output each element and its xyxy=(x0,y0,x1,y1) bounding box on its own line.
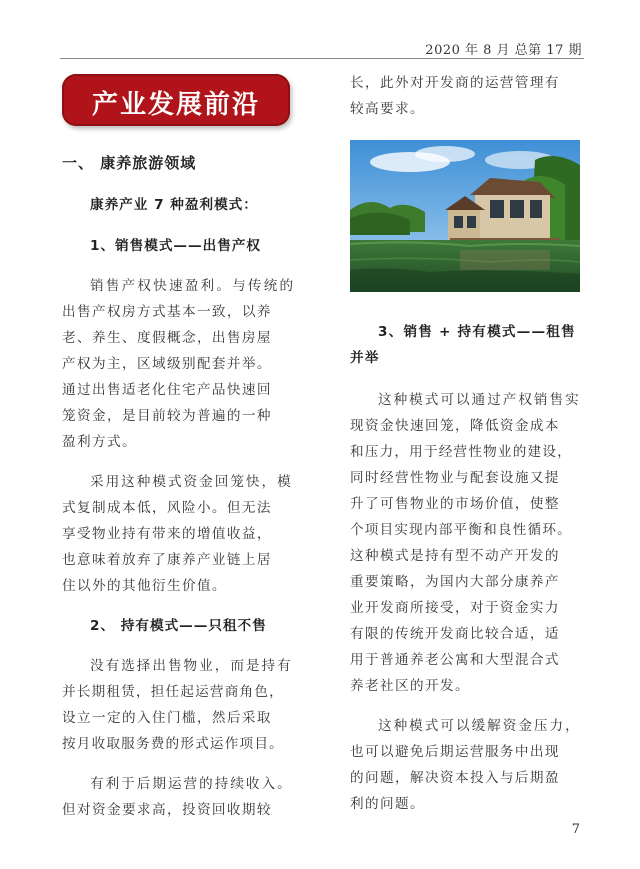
para5-line: 同时经营性物业与配套设施又提 xyxy=(350,470,560,486)
para5-line: 有限的传统开发商比较合适，适 xyxy=(350,626,560,642)
para5-line: 个项目实现内部平衡和良性循环。 xyxy=(350,522,572,538)
para5-line: 和压力，用于经营性物业的建设， xyxy=(350,444,572,460)
para-cont-line: 长，此外对开发商的运营管理有 xyxy=(350,75,560,91)
banner-title: 产业发展前沿 xyxy=(91,90,260,120)
mode3-heading: 3、销售 + 持有模式——租售 xyxy=(378,324,576,340)
para3-line: 没有选择出售物业，而是持有 xyxy=(90,658,293,674)
section-heading: 一、 康养旅游领域 xyxy=(62,154,197,172)
subheading: 康养产业 7 种盈利模式： xyxy=(90,197,258,213)
lakeside-villa-photo xyxy=(350,140,580,292)
header-issue: 2020 年 8 月 总第 17 期 xyxy=(425,43,582,58)
para1-line: 通过出售适老化住宅产品快速回 xyxy=(62,382,272,398)
para6-line: 利的问题。 xyxy=(350,796,425,812)
para2-line: 采用这种模式资金回笼快，模 xyxy=(90,474,293,490)
para2-line: 享受物业持有带来的增值收益， xyxy=(62,526,272,542)
para6-line: 也可以避免后期运营服务中出现 xyxy=(350,744,560,760)
para5-line: 用于普通养老公寓和大型混合式 xyxy=(350,652,560,668)
page-number: 7 xyxy=(571,822,580,837)
para1-line: 出售产权房方式基本一致，以养 xyxy=(62,304,272,320)
para5-line: 这种模式是持有型不动产开发的 xyxy=(350,548,560,564)
para3-line: 按月收取服务费的形式运作项目。 xyxy=(62,736,284,752)
para5-line: 养老社区的开发。 xyxy=(350,678,470,694)
para4-line: 但对资金要求高，投资回收期较 xyxy=(62,802,272,818)
para3-line: 并长期租赁，担任起运营商角色， xyxy=(62,684,284,700)
para5-line: 这种模式可以通过产权销售实 xyxy=(378,392,581,408)
mode2-heading: 2、 持有模式——只租不售 xyxy=(90,618,267,634)
para2-line: 住以外的其他衍生价值。 xyxy=(62,578,227,594)
para2-line: 也意味着放弃了康养产业链上居 xyxy=(62,552,272,568)
para1-line: 销售产权快速盈利。与传统的 xyxy=(90,278,296,294)
para6-line: 这种模式可以缓解资金压力， xyxy=(378,718,581,734)
para5-line: 现资金快速回笼，降低资金成本 xyxy=(350,418,560,434)
para1-line: 老、养生、度假概念，出售房屋 xyxy=(62,330,272,346)
para5-line: 升了可售物业的市场价值，使整 xyxy=(350,496,560,512)
para5-line: 业开发商所接受，对于资金实力 xyxy=(350,600,560,616)
section-banner xyxy=(62,74,290,126)
para1-line: 笼资金，是目前较为普遍的一种 xyxy=(62,408,272,424)
para1-line: 盈利方式。 xyxy=(62,434,137,450)
para6-line: 的问题，解决资本投入与后期盈 xyxy=(350,770,560,786)
para-cont-line: 较高要求。 xyxy=(350,101,425,117)
para1-line: 产权为主，区域级别配套并举。 xyxy=(62,356,272,372)
para3-line: 设立一定的入住门槛，然后采取 xyxy=(62,710,272,726)
para5-line: 重要策略，为国内大部分康养产 xyxy=(350,574,560,590)
para4-line: 有利于后期运营的持续收入。 xyxy=(90,776,293,792)
para2-line: 式复制成本低，风险小。但无法 xyxy=(62,500,272,516)
header-rule xyxy=(60,58,584,59)
mode1-heading: 1、销售模式——出售产权 xyxy=(90,238,261,254)
mode3-heading: 并举 xyxy=(350,350,380,366)
